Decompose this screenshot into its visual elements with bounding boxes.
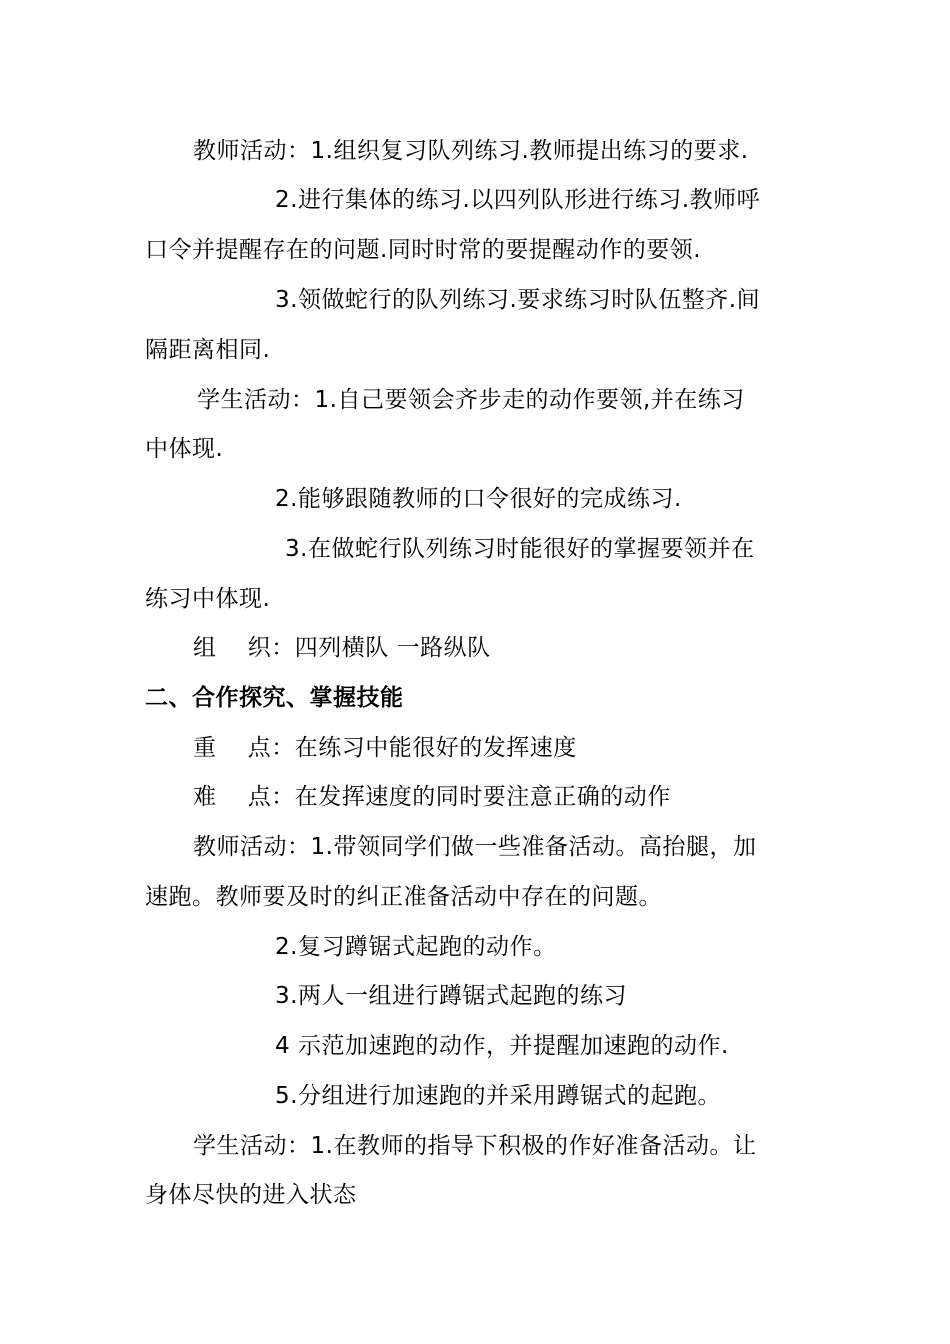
text-line: 身体尽快的进入状态: [145, 1182, 357, 1208]
text-line: 教师活动：1.组织复习队列练习.教师提出练习的要求.: [193, 138, 749, 164]
text-line: 中体现.: [145, 436, 224, 462]
text-line: 学生活动：1.自己要领会齐步走的动作要领,并在练习: [197, 387, 745, 413]
text-line: 练习中体现.: [145, 586, 271, 612]
text-line: 组 织：四列横队 一路纵队: [193, 635, 491, 661]
text-line: 学生活动：1.在教师的指导下积极的作好准备活动。让: [193, 1133, 757, 1159]
text-line: 教师活动：1.带领同学们做一些准备活动。高抬腿，加: [193, 834, 757, 860]
text-line: 3.两人一组进行蹲锯式起跑的练习: [275, 983, 627, 1009]
text-line: 2.复习蹲锯式起跑的动作。: [275, 934, 557, 960]
text-line: 3.在做蛇行队列练习时能很好的掌握要领并在: [285, 536, 755, 562]
text-line: 难 点：在发挥速度的同时要注意正确的动作: [193, 784, 671, 810]
text-line: 2.能够跟随教师的口令很好的完成练习.: [275, 486, 682, 512]
text-line: 速跑。教师要及时的纠正准备活动中存在的问题。: [145, 884, 662, 910]
text-line: 重 点：在练习中能很好的发挥速度: [193, 735, 577, 761]
section-heading: 二、合作探究、掌握技能: [145, 685, 404, 711]
text-line: 4 示范加速跑的动作，并提醒加速跑的动作.: [275, 1033, 729, 1059]
text-line: 3.领做蛇行的队列练习.要求练习时队伍整齐.间: [275, 287, 761, 313]
text-line: 隔距离相同.: [145, 337, 271, 363]
text-line: 2.进行集体的练习.以四列队形进行练习.教师呼: [275, 187, 761, 213]
text-line: 口令并提醒存在的问题.同时时常的要提醒动作的要领.: [145, 237, 702, 263]
text-line: 5.分组进行加速跑的并采用蹲锯式的起跑。: [275, 1083, 721, 1109]
